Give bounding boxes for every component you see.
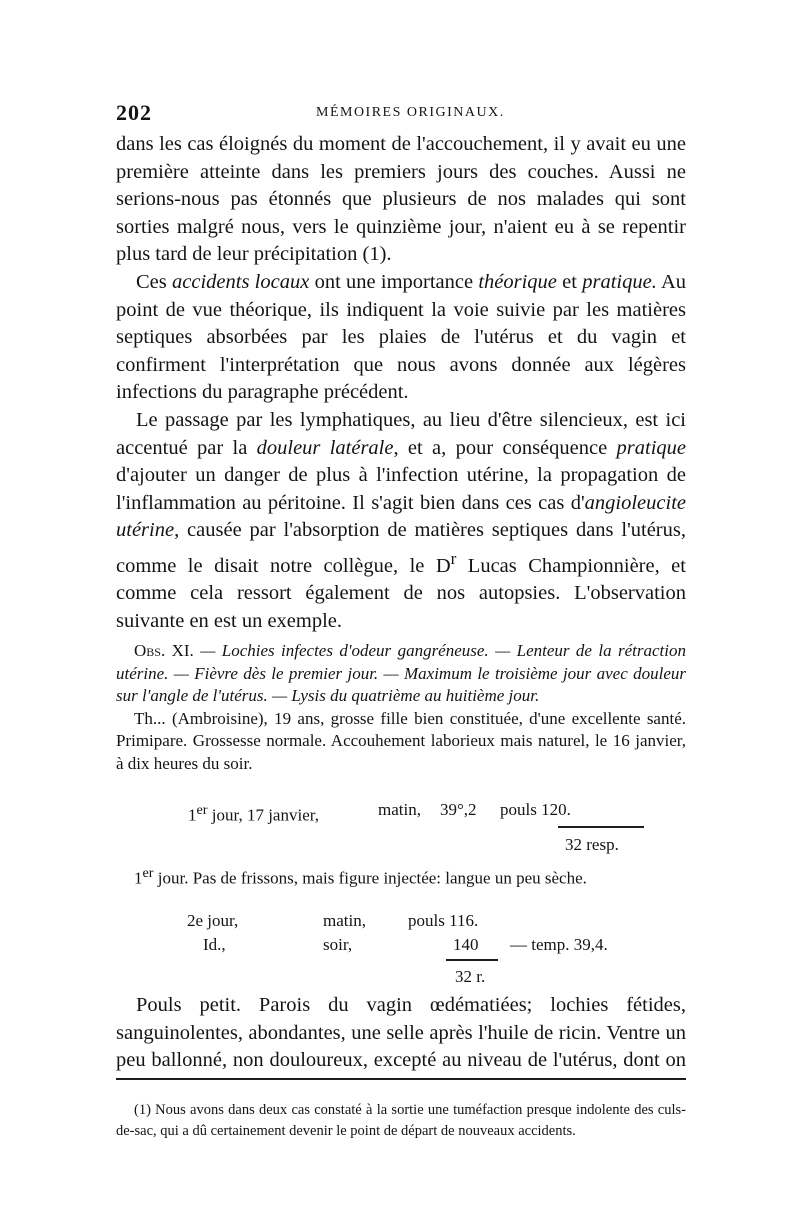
observation-title: Obs. XI. — Lochies infectes d'odeur gangréneuse. — Lenteur de la rétraction utérine. — Fièvre dès le premier jour. — Maximum le troisième jour avec douleur sur l'angle de l'utérus. — Lysis du quatrième au huitième jour. — [116, 641, 686, 705]
body-paragraphs — [116, 131, 686, 636]
day2-evening-time: soir, — [323, 935, 353, 954]
footnote-text: (1) Nous avons dans deux cas constaté à la sortie une tuméfaction presque indolente des culs-de-sac, qui a dû certainement devenir le point de départ de nouveaux accidents. — [116, 1102, 686, 1139]
running-title: MÉMOIRES ORIGINAUX. — [316, 105, 505, 120]
observation-label: Obs. XI. — [134, 641, 194, 660]
day1-pulse: pouls 120. — [500, 800, 571, 819]
closing-paragraph: Pouls petit. Parois du vagin œdématiées; lochies fétides, sanguinolentes, abondantes, une selle après l'huile de ricin. Ventre un peu ballonné, non douloureux, excepté au niveau de l'utérus, dont on — [116, 994, 686, 1072]
day2-morning-time: matin, — [323, 911, 366, 930]
day2-resp: 32 r. — [455, 967, 486, 986]
paragraph-1: dans les cas éloignés du moment de l'accouchement, il y avait eu une première atteinte dans les premiers jours des couches. Aussi ne serions-nous pas étonnés que plusieurs de nos malades qui sont sorties malgré nous, vers le quinzième jour, n'aient eu à se repentir plus tard de leur précipitation (1). — [116, 133, 686, 266]
day2-morning-pulse: pouls 116. — [408, 911, 479, 930]
page-number: 202 — [116, 100, 152, 125]
day1-note: 1er jour. Pas de frissons, mais figure injectée: langue un peu sèche. — [134, 865, 587, 888]
footnote-separator — [116, 1078, 686, 1080]
fraction-rule — [446, 959, 498, 961]
day1-temp: 39°,2 — [440, 800, 477, 819]
paragraph-2: Ces accidents locaux ont une importance théorique et pratique. Au point de vue théorique, ils indiquent la voie suivie par les matières septiques absorbées par les plaies de l'utérus et du vagin et confirment l'interprétation que nous avons donnée aux légères infections du paragraphe précédent. — [116, 270, 687, 404]
paragraph-3: Le passage par les lymphatiques, au lieu d'être silencieux, est ici accentué par la douleur latérale, et a, pour conséquence pratique d'ajouter un danger de plus à l'infection utérine, la propagation de l'inflammation au péritoine. Il s'agit bien dans ces cas d'angioleucite utérine, causée par l'absorption de matières septiques dans l'utérus, comme le disait notre collègue, le $D^r$ Lucas Championnière, et comme cela ressort également de nos autopsies. L'observation suivante en est un exemple. — [116, 408, 686, 632]
day2-evening-temp: — temp. 39,4. — [510, 935, 608, 954]
fraction-rule — [558, 826, 644, 828]
day2-evening-day: Id., — [203, 935, 226, 954]
observation-heading — [116, 640, 686, 775]
day1-time: matin, — [378, 800, 421, 819]
day1-note-block — [116, 862, 686, 890]
day2-evening-pulse: 140 — [453, 935, 479, 954]
day2-morning-day: 2e jour, — [187, 911, 239, 930]
day1-day: 1er jour, 17 janvier, — [188, 802, 319, 825]
closing-paragraph-block — [116, 992, 686, 1075]
observation-intro: Th... (Ambroisine), 19 ans, grosse fille bien constituée, d'une excellente santé. Primipare. Grossesse normale. Accouhement laborieux mais naturel, le 16 janvier, à dix heures du soir. — [116, 708, 686, 773]
page-header — [116, 100, 686, 128]
footnote — [116, 1100, 686, 1141]
day1-resp: 32 resp. — [565, 835, 619, 854]
